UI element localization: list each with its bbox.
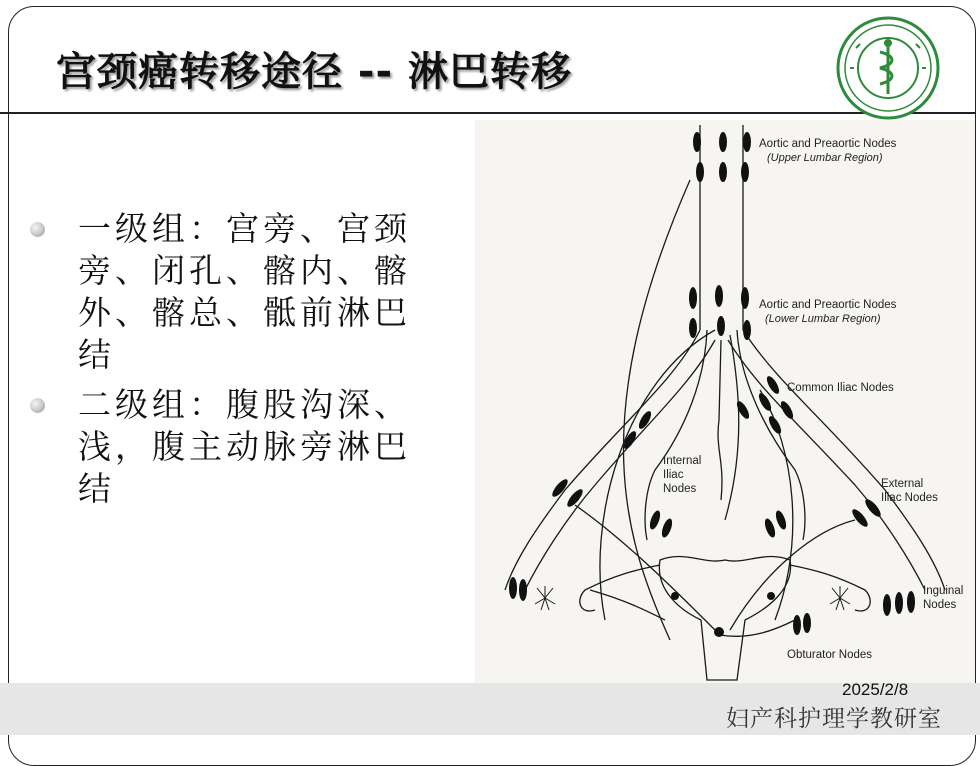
bullet-dot-icon <box>30 222 45 237</box>
label-aortic-lower: Aortic and Preaortic Nodes <box>759 299 897 311</box>
college-logo <box>836 16 940 120</box>
bullet-item <box>30 384 440 510</box>
label-external-iliac-2: Iliac Nodes <box>881 492 938 504</box>
label-aortic-upper: Aortic and Preaortic Nodes <box>759 138 897 150</box>
bullet-item <box>30 208 440 376</box>
bullet-dot-icon <box>30 398 45 413</box>
label-internal-iliac-1: Internal <box>663 455 702 467</box>
lymphatic-diagram <box>475 120 975 702</box>
label-internal-iliac-2: Iliac <box>663 469 684 481</box>
label-inguinal-1: Inguinal <box>923 585 964 597</box>
bullet-list <box>30 208 440 518</box>
label-external-iliac-1: External <box>881 478 924 490</box>
label-common-iliac: Common Iliac Nodes <box>787 382 894 394</box>
slide-date: 2025/2/8 <box>842 680 909 699</box>
department-name: 妇产科护理学教研室 <box>726 706 942 732</box>
slide-title: 宫颈癌转移途径 -- 淋巴转移 <box>56 49 573 95</box>
label-aortic-upper-sub: (Upper Lumbar Region) <box>767 152 883 164</box>
bullet-text-second-group: 二级组：腹股沟深、浅，腹主动脉旁淋巴结 <box>78 385 411 508</box>
label-aortic-lower-sub: (Lower Lumbar Region) <box>765 313 881 325</box>
label-internal-iliac-3: Nodes <box>663 483 697 495</box>
title-divider <box>0 112 975 114</box>
label-inguinal-2: Nodes <box>923 599 957 611</box>
bullet-text-first-group: 一级组：宫旁、宫颈旁、闭孔、髂内、髂外、髂总、骶前淋巴结 <box>78 209 411 374</box>
label-obturator: Obturator Nodes <box>787 649 873 661</box>
